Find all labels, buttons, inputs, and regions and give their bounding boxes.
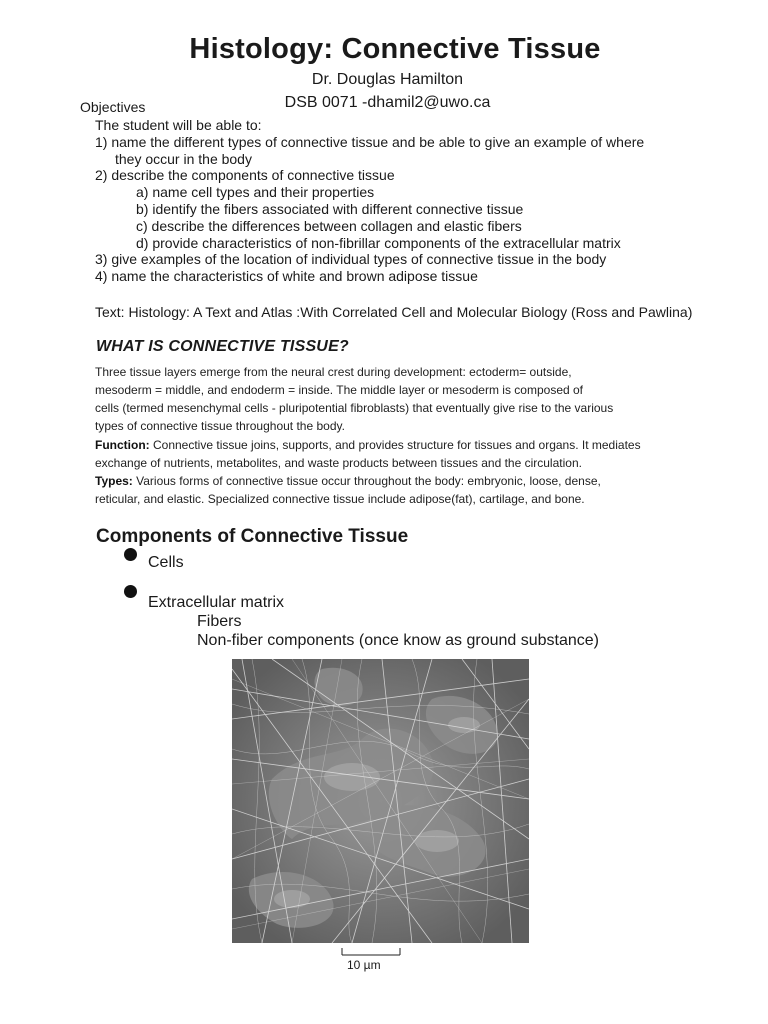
objective-line: d) provide characteristics of non-fibrillar components of the extracellular matrix xyxy=(136,235,621,251)
types-paragraph xyxy=(95,474,601,488)
textbook-reference: Text: Histology: A Text and Atlas :With Correlated Cell and Molecular Biology (Ross and Pawlina) xyxy=(95,304,693,320)
types-line: reticular, and elastic. Specialized connective tissue include adipose(fat), cartilage, and bone. xyxy=(95,492,585,506)
function-label: Function: xyxy=(95,438,150,452)
component-cells: Cells xyxy=(148,554,184,571)
bullet-icon xyxy=(124,548,137,561)
types-text: Various forms of connective tissue occur throughout the body: embryonic, loose, dense, xyxy=(132,474,601,488)
scale-bar-label: 10 µm xyxy=(347,958,381,972)
objective-line: b) identify the fibers associated with different connective tissue xyxy=(136,201,524,217)
intro-line: cells (termed mesenchymal cells - pluripotential fibroblasts) that eventually give rise to the various xyxy=(95,401,614,415)
objective-line: 2) describe the components of connective tissue xyxy=(95,167,395,183)
page-title: Histology: Connective Tissue xyxy=(189,33,601,65)
intro-line: Three tissue layers emerge from the neural crest during development: ectoderm= outside, xyxy=(95,365,572,379)
scale-bar xyxy=(340,946,402,958)
objective-line: a) name cell types and their properties xyxy=(136,184,375,200)
objective-line: 3) give examples of the location of individual types of connective tissue in the body xyxy=(95,251,607,267)
micrograph-drawing xyxy=(232,659,529,943)
objective-line: 1) name the different types of connective tissue and be able to give an example of where xyxy=(95,134,645,150)
objective-line: c) describe the differences between collagen and elastic fibers xyxy=(136,218,522,234)
intro-line: types of connective tissue throughout the body. xyxy=(95,419,345,433)
micrograph-image xyxy=(232,659,529,943)
objective-line: they occur in the body xyxy=(115,151,252,167)
component-ecm: Extracellular matrix xyxy=(148,594,285,611)
author-name: Dr. Douglas Hamilton xyxy=(311,71,464,88)
function-paragraph xyxy=(95,438,641,452)
objectives-heading: Objectives xyxy=(80,99,146,115)
section-heading-components: Components of Connective Tissue xyxy=(96,526,409,547)
intro-line: mesoderm = middle, and endoderm = inside. The middle layer or mesoderm is composed of xyxy=(95,383,584,397)
function-line: exchange of nutrients, metabolites, and waste products between tissues and the circulation. xyxy=(95,456,582,470)
section-heading-what-is: WHAT IS CONNECTIVE TISSUE? xyxy=(96,338,349,355)
types-label: Types: xyxy=(95,474,133,488)
objective-line: 4) name the characteristics of white and brown adipose tissue xyxy=(95,268,478,284)
function-text: Connective tissue joins, supports, and provides structure for tissues and organs. It mediates xyxy=(149,438,641,452)
objective-line: The student will be able to: xyxy=(95,117,262,133)
bullet-icon xyxy=(124,585,137,598)
component-non-fiber: Non-fiber components (once know as ground substance) xyxy=(197,632,599,649)
component-fibers: Fibers xyxy=(197,613,242,630)
author-contact: DSB 0071 -dhamil2@uwo.ca xyxy=(284,94,491,111)
